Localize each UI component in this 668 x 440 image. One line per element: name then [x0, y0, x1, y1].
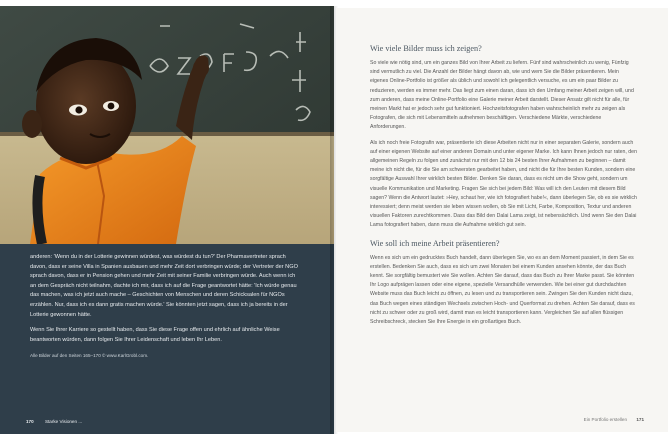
right-paragraph-1: So viele wie nötig sind, um ein ganzes Bild von Ihrer Arbeit zu liefern. Fünf sind wahrscheinlich zu wenig, Fünfzig sind vermutlich zu viel. Die Anzahl der Bilder hängt davon ab, wie und wem Sie die Bilder präsentieren. Mein eigenes Online-Portfolio ist größer als üblich und sowohl ich gelegentlich versuche, es um ein paar Bilder zu reduzieren, werden es immer mehr. Das liegt zum einen daran, dass ich den Umfang meiner Arbeit zeigen will, und zum anderen, dass meine Online-Portfolio eine Galerie meiner Arbeit darstellt. Dieser Ansatz gilt nicht für alle, für meinen Markt hat er jedoch sehr gut funktioniert. Hochzeitsfotografen haben wahrscheinlich mehr zu zeigen als Fotografen, die sich mit Lebensmitteln aufnehmen beschäftigen. Verschiedene Märkte, verschiedene Anforderungen. — [370, 60, 634, 131]
photo-boy-at-chalkboard — [0, 6, 334, 244]
left-page-number: 170 — [26, 419, 34, 424]
right-body-text — [370, 44, 638, 333]
photo-credit: Alle Bilder auf den Seiten 165–170 © www.KarlGrobl.com. — [30, 353, 149, 359]
left-running-head: Starke Visionen ... — [44, 419, 83, 424]
left-paragraph-2: Wenn Sie Ihrer Karriere so gestellt haben, dass Sie diese Frage offen und ehrlich auf ähnliche Weise beantworten würden, dann folgen Sie Ihrer Leidenschaft und leben Ihr Leben. — [30, 327, 280, 343]
right-paragraph-2: Als ich noch freie Fotografin war, präsentierte ich diese Arbeiten nicht nur in einer separaten Galerie, sondern auch auf einer eigenen Website auf einer anderen Domain und unter eigener Marke. Ich kann Ihnen jedoch nur raten, den allgemeinen Regeln zu folgen und zunächst nur mit den 12 bis 24 besten Ihrer Aufnahmen zu beginnen – damit meine ich nicht die, für die Sie am schwersten gearbeitet haben, und nicht die für Ihre besten Kunden, sondern eine sorgfältige Auswahl Ihrer wirklich besten Bilder. Denken Sie daran, dass es nicht um die Show geht, sondern um visuelle Kommunikation und Marketing. Fragen Sie sich bei jedem Bild: Was will ich den Leuten mit diesem Bild sagen? Wenn die Antwort lautet: »Hey, schaut her, wie ich fotografiert habe!«, dann überlegen Sie, ob es sie wirklich interessiert; denn meist werden sie leben wissen wollen, ob Sie mit Licht, Farbe, Komposition, Textur und anderen visuellen Faktoren zurechtkommen. Dass das Bild den Dalai Lama zeigt, ist nebensächlich. Und wenn Sie den Dalai Lama fotografiert haben, dann muss die Aufnahme wirklich gut sein. — [370, 139, 637, 229]
right-page — [336, 8, 668, 432]
left-body-text — [30, 253, 302, 367]
right-paragraph-3: Wenn es sich um ein gedrucktes Buch handelt, dann überlegen Sie, wo es an dem Moment passiert, in dem Sie es erstellen. Bedenken Sie auch, dass es sich um zwei Monaten bei einem Kunden ansehen könnte, der das Buch kennt. Sie sorgfältig bemustert wie Sie wollen. Achten Sie darauf, dass das Buch zu Ihrer Marke passt. Sie könnten Ihr Logo aufprägen lassen oder eine eigene, spezielle Versandhülle verwenden. Wie bei einer gut durchdachten Website muss das Buch leicht zu öffnen, zu lesen und zu transportieren sein. Zwingen Sie den Kunden nicht dazu, das Buch wegen eines ständigen Wechsels zwischen Hoch- und Querformat zu drehen. Achten Sie darauf, dass es nicht zu schwer oder zu groß wird, damit man es leicht transportieren kann. Vergleichen Sie auf allen flüssigen Schreibschreck, stecken Sie Ihre Energie in ein großartiges Buch. — [370, 254, 635, 326]
left-page — [0, 6, 334, 434]
right-page-number: 171 — [636, 417, 644, 422]
right-heading-2: Wie soll ich meine Arbeit präsentieren? — [370, 238, 500, 248]
right-running-head: Ein Portfolio erstellen — [583, 417, 628, 422]
left-page-footer — [26, 419, 82, 424]
left-paragraph-1: anderen: 'Wenn du in der Lotterie gewinnen würdest, was würdest du tun?' Der Pharmavertreter sprach davon, dass er seine Villa in Spanien ausbauen und mehr Zeit dort verbringen würde; der Vertreter der NGO sprach davon, dass er in Pension gehen und mehr Zeit mit seiner Familie verbringen würde. Auch wenn ich an dem Gespräch nicht teilnahm, dachte ich mir, dass ich auf die Frage geantwortet hätte: 'Ich würde genau das machen, was ich jetzt auch mache – Geschichten von Menschen und deren Schicksalen für NGOs erzählen. Nur, dass ich es dann gratis machen würde.' Sie könnten jetzt sagen, dass ich ja bereits in der Lotterie gewonnen hätte. — [30, 254, 298, 318]
right-page-footer — [584, 417, 644, 422]
right-heading-1: Wie viele Bilder muss ich zeigen? — [370, 44, 482, 53]
